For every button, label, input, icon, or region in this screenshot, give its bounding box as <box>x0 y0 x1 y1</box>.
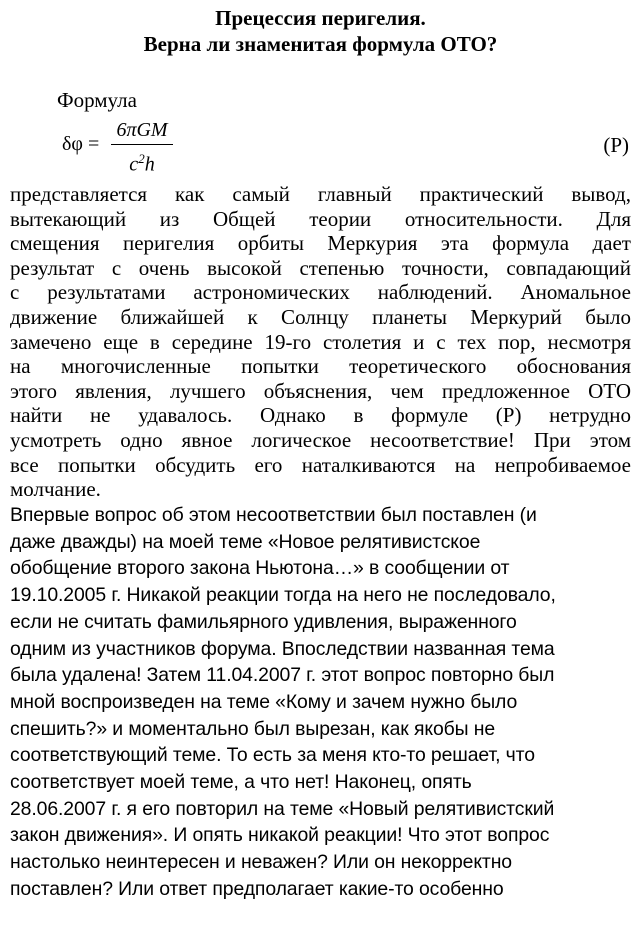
denominator-exponent: 2 <box>138 151 145 166</box>
paragraph-line: соответствующий теме. То есть за меня кто-то решает, что <box>10 744 535 767</box>
paragraph-line: усмотреть одно явное логическое несоответствие! При этом <box>10 427 631 452</box>
paragraph-1 <box>10 182 631 502</box>
paragraph-line: закон движения». И опять никакой реакции! Что этот вопрос <box>10 824 550 847</box>
paragraph-line: мной воспроизведен на теме «Кому и зачем нужно было <box>10 690 518 713</box>
paragraph-line: движение ближайшей к Солнцу планеты Меркурий было <box>10 304 631 329</box>
paragraph-line: найти не удавалось. Однако в формуле (P) нетрудно <box>10 403 631 428</box>
paragraph-line: представляется как самый главный практический вывод, <box>10 182 631 206</box>
paragraph-line: была удалена! Затем 11.04.2007 г. этот вопрос повторно был <box>10 664 555 687</box>
paragraph-line: вытекающий из Общей теории относительности. Для <box>10 206 631 231</box>
paragraph-line: молчание. <box>10 477 101 502</box>
formula-label: Формула <box>57 88 137 112</box>
paragraph-line: спешить?» и моментально был вырезан, как якобы не <box>10 717 496 740</box>
formula-lhs: δφ = <box>62 133 100 155</box>
fraction-bar <box>111 144 173 145</box>
paragraph-line: 19.10.2005 г. Никакой реакции тогда на него не последовало, <box>10 584 556 607</box>
denominator-base: c <box>129 153 139 176</box>
equation-label: (P) <box>603 133 629 157</box>
paragraph-line: 28.06.2007 г. я его повторил на теме «Новый релятивистский <box>10 797 555 820</box>
document-title-line-2: Верна ли знаменитая формула ОТО? <box>143 32 498 56</box>
denominator-tail: h <box>144 153 155 176</box>
paragraph-line: замечено еще в середине 19-го столетия и с тех пор, несмотря <box>10 329 631 354</box>
paragraph-line: одним из участников форума. Впоследствии названная тема <box>10 637 555 660</box>
paragraph-line: если не считать фамильярного удивления, выраженного <box>10 610 517 633</box>
paragraph-line: настолько неинтересен и неважен? Или он некорректно <box>10 851 512 874</box>
paragraph-line: все попытки обсудить его наталкиваются на непробиваемое <box>10 452 631 477</box>
paragraph-line: этого явления, лучшего объяснения, чем предложенное ОТО <box>10 378 631 403</box>
paragraph-line: соответствует моей теме, а что нет! Наконец, опять <box>10 771 472 794</box>
perihelion-formula <box>62 118 192 178</box>
paragraph-line: Впервые вопрос об этом несоответствии был поставлен (и <box>10 504 537 526</box>
paragraph-2 <box>10 502 631 903</box>
paragraph-line: обобщение второго закона Ньютона…» в сообщении от <box>10 557 510 580</box>
formula-fraction <box>107 118 177 177</box>
formula-numerator: 6πGM <box>116 119 168 141</box>
paragraph-line: смещения перигелия орбиты Меркурия эта формула дает <box>10 231 631 256</box>
paragraph-line: результат с очень высокой степенью точности, совпадающий <box>10 255 631 280</box>
paragraph-line: даже дважды) на моей теме «Новое релятивистское <box>10 530 481 553</box>
document-title-line-1: Прецессия перигелия. <box>215 6 426 30</box>
paragraph-line: поставлен? Или ответ предполагает какие-то особенно <box>10 877 504 900</box>
formula-denominator <box>107 147 177 177</box>
paragraph-line: на многочисленные попытки теоретического обоснования <box>10 354 631 379</box>
paragraph-line: с результатами астрономических наблюдений. Аномальное <box>10 280 631 305</box>
